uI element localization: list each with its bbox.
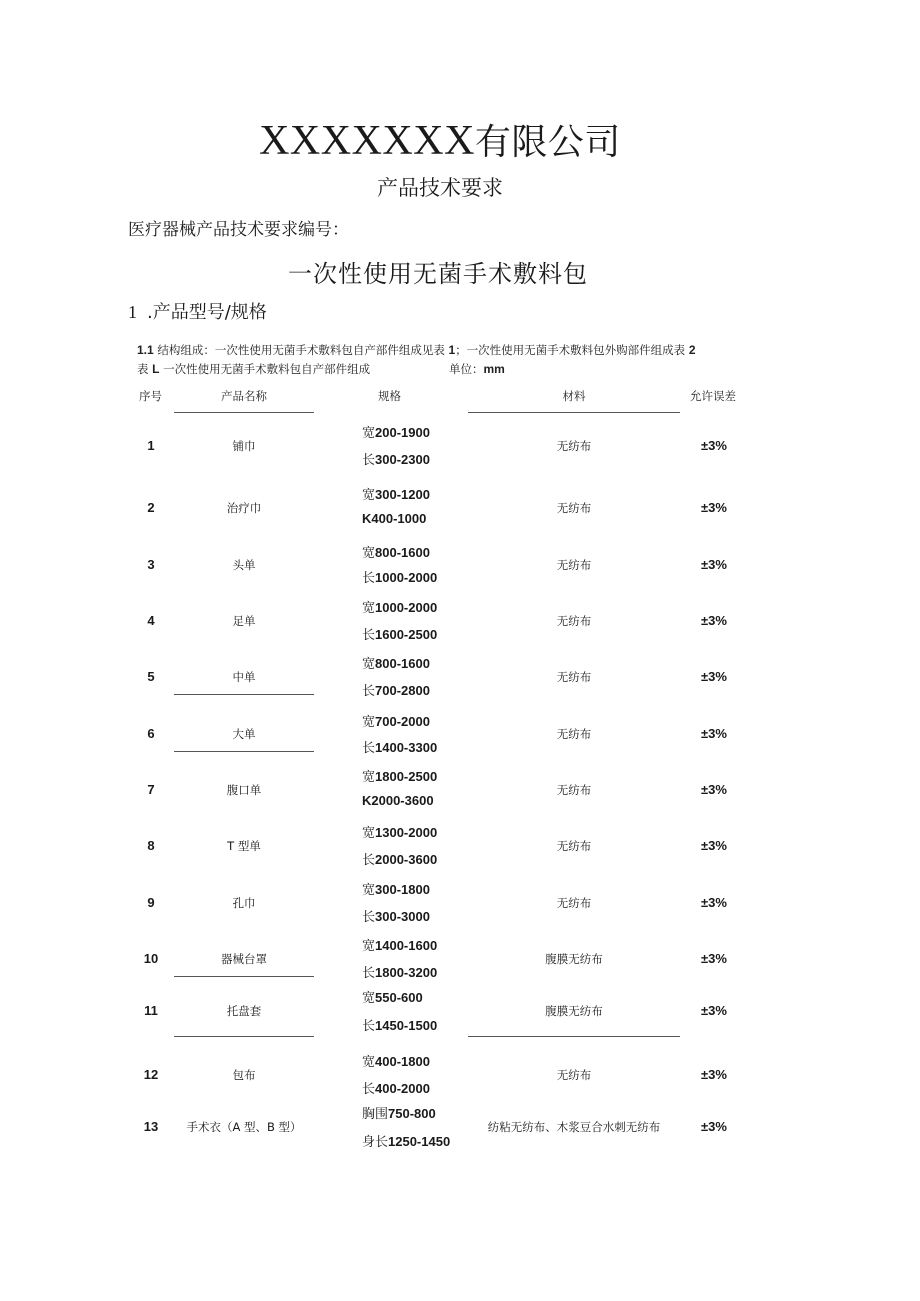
spec-label: 长 [362, 628, 376, 643]
row-spec-length [362, 624, 437, 643]
unit-value: mm [483, 362, 505, 376]
row-product-name: 足单 [232, 613, 256, 628]
row-material: 无纺布 [556, 669, 592, 684]
row-spec-length [362, 449, 430, 468]
section-heading [128, 298, 267, 324]
spec-value: 700-2000 [375, 714, 430, 729]
row-material: 无纺布 [556, 895, 592, 910]
spec-label: 长 [362, 1082, 376, 1097]
row-index: 11 [144, 1003, 158, 1018]
spec-value: 1600-2500 [375, 627, 438, 642]
row-tolerance: ±3% [701, 781, 727, 797]
row-spec-width [362, 1051, 430, 1070]
spec-label: 宽 [362, 991, 376, 1006]
row-index: 8 [147, 837, 155, 853]
row-product-name: 包布 [232, 1067, 256, 1082]
row-index: 12 [143, 1066, 159, 1082]
row-product-name: 腹口单 [226, 782, 262, 797]
row-index: 6 [147, 726, 155, 741]
spec-value: 1450-1500 [375, 1018, 438, 1033]
row-material: 无纺布 [556, 500, 592, 515]
spec-label: 长 [362, 910, 376, 925]
spec-value: 1800-3200 [375, 965, 438, 980]
spec-label: 宽 [362, 715, 376, 730]
spec-value: K400-1000 [362, 511, 427, 526]
spec-label: 长 [362, 453, 376, 468]
row-spec-length [362, 737, 437, 756]
spec-value: 300-2300 [375, 452, 430, 467]
row-tolerance: ±3% [701, 668, 727, 684]
row-spec-length [362, 567, 437, 586]
spec-value: 400-2000 [375, 1081, 430, 1096]
spec-label: 长 [362, 684, 376, 699]
row-spec-width [362, 653, 430, 672]
spec-value: 1300-2000 [375, 825, 438, 840]
spec-label: 宽 [362, 657, 376, 672]
spec-label: 身长 [362, 1135, 389, 1150]
spec-label: 宽 [362, 826, 376, 841]
unit-label [449, 361, 505, 377]
row-index: 2 [147, 499, 155, 515]
spec-label: 长 [362, 571, 376, 586]
row-material: 无纺布 [556, 557, 592, 572]
row-tolerance: ±3% [701, 556, 727, 572]
note-clause-number: 1.1 [137, 343, 154, 357]
row-spec-width [362, 935, 437, 954]
row-spec-width [362, 542, 430, 561]
table-rule [174, 751, 314, 752]
row-index: 9 [147, 894, 155, 910]
spec-value: 1400-1600 [375, 938, 438, 953]
row-spec-length [362, 511, 426, 527]
row-material: 无纺布 [556, 438, 592, 453]
row-tolerance: ±3% [701, 837, 727, 853]
section-title: .产品型号/规格 [147, 302, 267, 323]
table-rule [468, 1036, 680, 1037]
column-header-spec: 规格 [378, 389, 401, 403]
row-material: 腹膜无纺布 [545, 951, 603, 966]
row-spec-length [362, 1131, 450, 1150]
row-product-name: 铺巾 [232, 438, 256, 453]
caption-table-ref: L [152, 362, 160, 376]
row-spec-length [362, 793, 434, 809]
spec-value: 2000-3600 [375, 852, 438, 867]
row-product-name: 托盘套 [226, 1004, 262, 1018]
row-spec-length [362, 849, 437, 868]
row-tolerance: ±3% [701, 1119, 727, 1134]
table-caption [137, 361, 370, 377]
row-spec-width [362, 422, 430, 441]
table-rule [174, 1036, 314, 1037]
row-index: 7 [147, 781, 155, 797]
row-material: 无纺布 [556, 727, 592, 741]
row-index: 1 [147, 437, 155, 453]
spec-value: 1800-2500 [375, 769, 438, 784]
row-index: 13 [143, 1119, 159, 1134]
row-material: 无纺布 [556, 782, 592, 797]
spec-label: 宽 [362, 601, 376, 616]
row-material: 无纺布 [556, 838, 592, 853]
spec-label: 宽 [362, 883, 376, 898]
row-spec-width [362, 766, 437, 785]
row-product-name: 器械台罩 [221, 951, 267, 966]
table-rule [468, 412, 680, 413]
spec-value: 550-600 [375, 990, 423, 1005]
spec-value: 750-800 [388, 1106, 436, 1121]
spec-value: 300-3000 [375, 909, 430, 924]
row-spec-width [362, 879, 430, 898]
spec-label: 宽 [362, 546, 376, 561]
table-rule [174, 694, 314, 695]
spec-value: 1250-1450 [388, 1134, 451, 1149]
note-text-b: ；一次性使用无菌手术敷料包外购部件组成表 [455, 343, 686, 357]
row-product-name: 手术衣（A 型、B 型） [186, 1120, 302, 1134]
row-spec-width [362, 597, 437, 616]
row-tolerance: ±3% [701, 726, 727, 741]
row-tolerance: ±3% [701, 612, 727, 628]
row-tolerance: ±3% [701, 894, 727, 910]
row-spec-width [362, 822, 437, 841]
spec-label: 长 [362, 741, 376, 756]
spec-label: 宽 [362, 488, 376, 503]
row-material: 腹膜无纺布 [545, 1004, 603, 1018]
column-header-index: 序号 [139, 389, 162, 403]
spec-value: 700-2800 [375, 683, 430, 698]
spec-label: 宽 [362, 770, 376, 785]
spec-label: 宽 [362, 426, 376, 441]
column-header-name: 产品名称 [221, 389, 267, 403]
spec-value: 400-1800 [375, 1054, 430, 1069]
row-spec-length [362, 1015, 437, 1034]
row-spec-length [362, 962, 437, 981]
spec-value: 1400-3300 [375, 740, 438, 755]
company-name-latin: XXXXXXX [259, 118, 475, 164]
spec-label: 宽 [362, 939, 376, 954]
row-index: 5 [147, 668, 155, 684]
spec-value: 800-1600 [375, 545, 430, 560]
row-index: 3 [147, 556, 155, 572]
document-title: 产品技术要求 [377, 176, 503, 200]
section-number: 1 [128, 302, 137, 322]
structure-note-line1 [137, 342, 696, 358]
unit-label-text: 单位： [449, 362, 484, 376]
row-material: 纺粘无纺布、木浆豆合水刺无纺布 [487, 1120, 661, 1134]
spec-label: 胸围 [362, 1107, 389, 1122]
spec-value: 1000-2000 [375, 570, 438, 585]
caption-text: 一次性使用无菌手术敷料包自产部件组成 [163, 362, 371, 376]
row-tolerance: ±3% [701, 1003, 727, 1018]
spec-value: 800-1600 [375, 656, 430, 671]
row-spec-width [362, 1103, 436, 1122]
row-index: 10 [143, 950, 159, 966]
row-spec-length [362, 1078, 430, 1097]
spec-value: K2000-3600 [362, 793, 434, 808]
row-spec-width [362, 987, 423, 1006]
company-name [0, 114, 880, 165]
column-header-material: 材料 [562, 389, 586, 403]
caption-prefix: 表 [137, 362, 149, 376]
spec-value: 1000-2000 [375, 600, 438, 615]
table-rule [174, 976, 314, 977]
row-product-name: 中单 [232, 669, 256, 684]
row-index: 4 [147, 612, 155, 628]
spec-value: 300-1200 [375, 487, 430, 502]
row-material: 无纺布 [556, 1067, 592, 1082]
row-tolerance: ±3% [701, 950, 727, 966]
note-table-ref-2: 2 [688, 343, 696, 357]
row-product-name: 孔巾 [232, 895, 256, 910]
spec-label: 长 [362, 853, 376, 868]
row-product-name: 大单 [232, 727, 256, 741]
spec-label: 长 [362, 1019, 376, 1034]
spec-label: 长 [362, 966, 376, 981]
row-spec-width [362, 484, 430, 503]
row-tolerance: ±3% [701, 499, 727, 515]
row-material: 无纺布 [556, 613, 592, 628]
row-spec-width [362, 711, 430, 730]
note-table-ref-1: 1 [448, 343, 456, 357]
product-name-heading: 一次性使用无菌手术敷料包 [288, 260, 588, 288]
note-text-a: 结构组成：一次性使用无菌手术敷料包自产部件组成见表 [157, 343, 445, 357]
row-spec-length [362, 680, 430, 699]
row-product-name: 治疗巾 [226, 500, 262, 515]
row-product-name: 头单 [232, 557, 256, 572]
row-tolerance: ±3% [701, 1066, 727, 1082]
spec-label: 宽 [362, 1055, 376, 1070]
spec-value: 300-1800 [375, 882, 430, 897]
column-header-tolerance: 允许误差 [690, 389, 736, 403]
spec-value: 200-1900 [375, 425, 430, 440]
company-name-suffix: 有限公司 [474, 122, 621, 163]
row-tolerance: ±3% [701, 437, 727, 453]
row-spec-length [362, 906, 430, 925]
requirement-code-label: 医疗器械产品技术要求编号： [128, 220, 349, 240]
table-rule [174, 412, 314, 413]
row-product-name: T 型单 [227, 838, 261, 853]
